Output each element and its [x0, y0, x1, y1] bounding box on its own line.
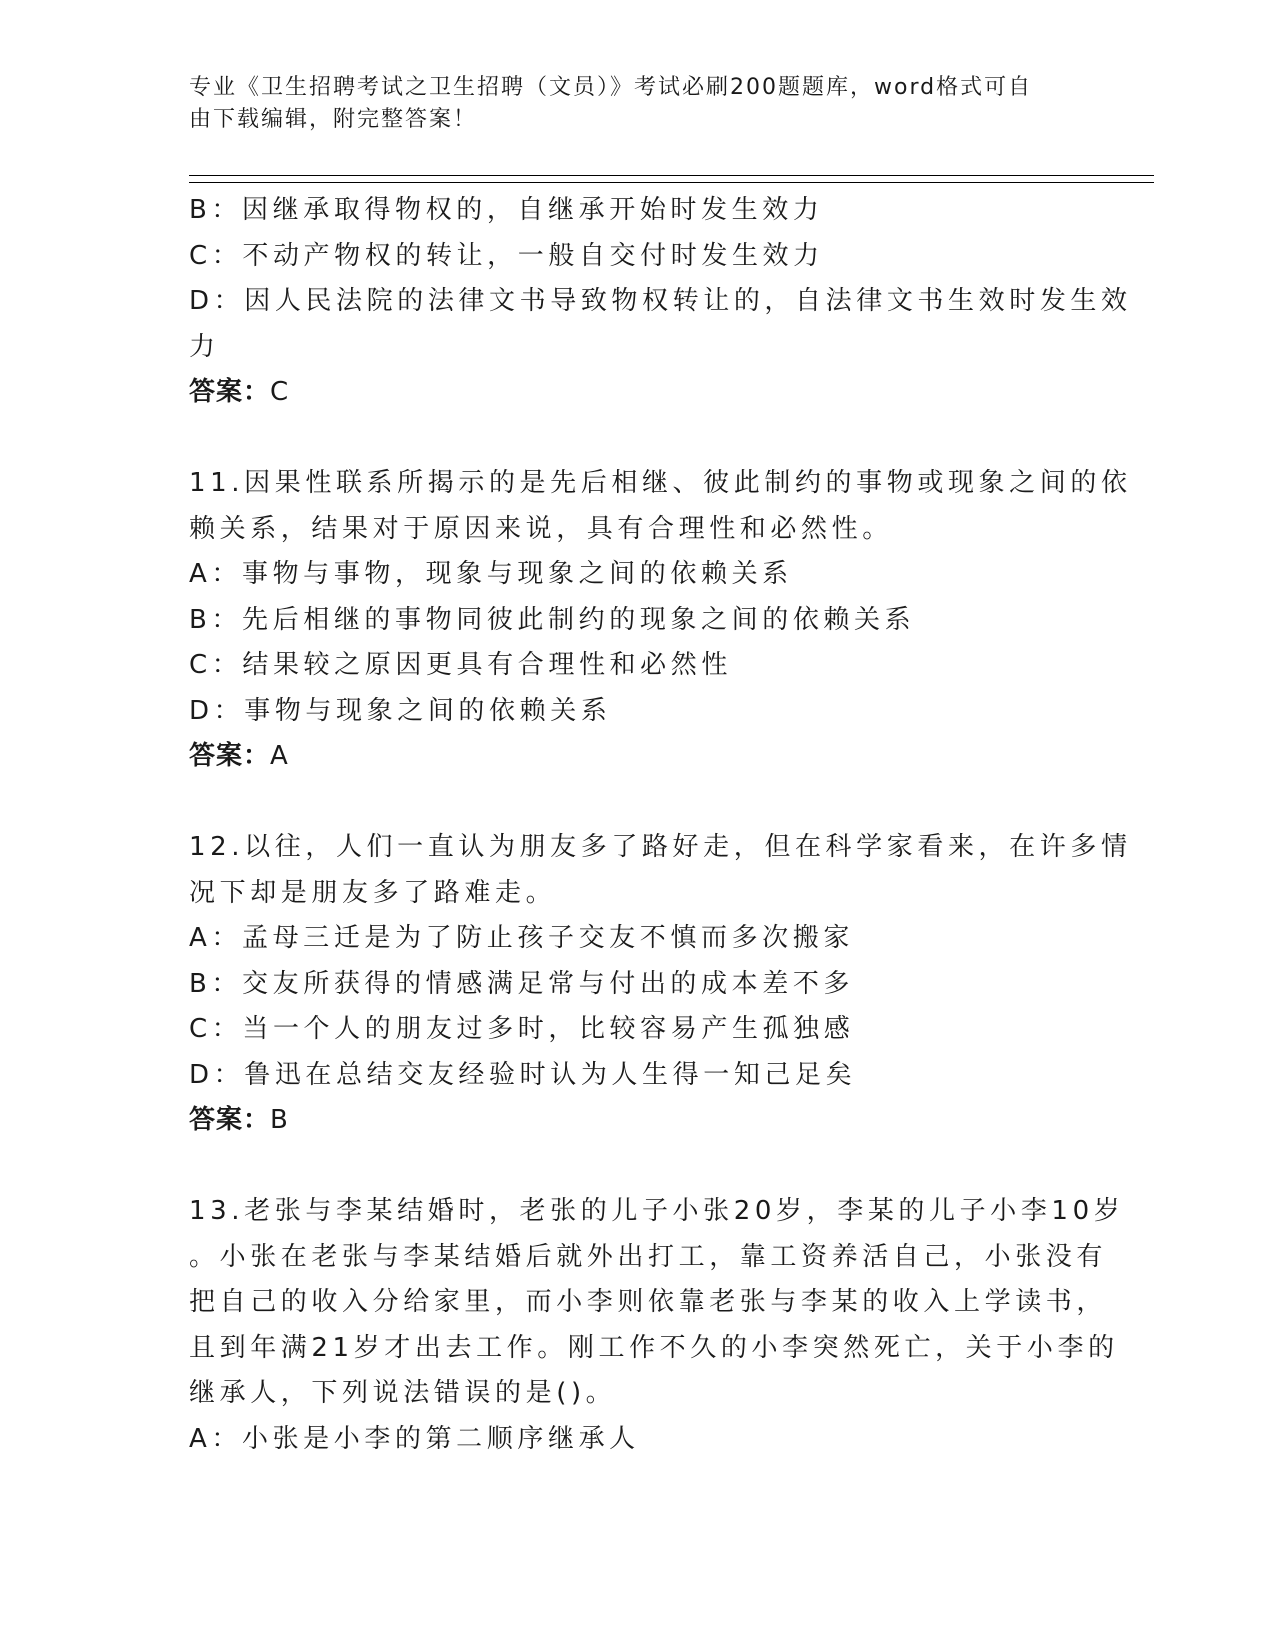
spacer: [189, 1144, 1069, 1190]
question-stem-continued: 继承人，下列说法错误的是()。: [189, 1378, 617, 1408]
answer-label: 答案：: [189, 741, 271, 771]
option-b: B：因继承取得物权的，自继承开始时发生效力: [189, 195, 824, 225]
option-d: D：事物与现象之间的依赖关系: [189, 695, 612, 726]
question-stem: 11.因果性联系所揭示的是先后相继、彼此制约的事物或现象之间的依: [189, 468, 1132, 498]
answer: [189, 370, 1069, 416]
option-c: C：结果较之原因更具有合理性和必然性: [189, 650, 732, 680]
answer-value: C: [270, 377, 290, 407]
question-stem: 13.老张与李某结婚时，老张的儿子小张20岁，李某的儿子小李10岁: [189, 1196, 1125, 1226]
option-d-continued: 力: [189, 331, 220, 362]
question-stem-continued: 把自己的收入分给家里，而小李则依靠老张与李某的收入上学读书，: [189, 1287, 1108, 1317]
option-c: C：不动产物权的转让，一般自交付时发生效力: [189, 240, 824, 271]
answer: [189, 1098, 1069, 1144]
option-d: D：因人民法院的法律文书导致物权转让的，自法律文书生效时发生效: [189, 286, 1132, 316]
header-rule-top: [189, 175, 1154, 176]
question-12: [189, 825, 1132, 1144]
spacer: [189, 780, 1069, 826]
question-stem-continued: 且到年满21岁才出去工作。刚工作不久的小李突然死亡，关于小李的: [189, 1332, 1119, 1363]
question-stem: 12.以往，人们一直认为朋友多了路好走，但在科学家看来，在许多情: [189, 832, 1132, 862]
answer-value: A: [270, 741, 289, 771]
question-13: [189, 1189, 1125, 1462]
option-b: B：先后相继的事物同彼此制约的现象之间的依赖关系: [189, 604, 916, 635]
option-b: B：交友所获得的情感满足常与付出的成本差不多: [189, 968, 855, 999]
document-body: [189, 188, 1132, 1462]
answer-label: 答案：: [189, 377, 271, 407]
option-a: A：孟母三迁是为了防止孩子交友不慎而多次搬家: [189, 923, 854, 953]
answer-label: 答案：: [189, 1105, 271, 1135]
option-a: A：事物与事物，现象与现象之间的依赖关系: [189, 559, 793, 589]
header-line-2: 由下载编辑，附完整答案！: [189, 107, 478, 132]
answer: [189, 734, 1069, 780]
question-11: [189, 461, 1132, 780]
spacer: [189, 416, 1069, 462]
question-10: [189, 188, 1132, 416]
question-stem-continued: 赖关系，结果对于原因来说，具有合理性和必然性。: [189, 513, 893, 544]
question-stem-continued: 况下却是朋友多了路难走。: [189, 877, 557, 908]
option-c: C：当一个人的朋友过多时，比较容易产生孤独感: [189, 1014, 855, 1044]
option-d: D：鲁迅在总结交友经验时认为人生得一知己足矣: [189, 1059, 857, 1090]
answer-value: B: [270, 1105, 289, 1135]
header-rule-bottom: [189, 182, 1154, 183]
document-header: [189, 72, 1069, 136]
header-line-1: 专业《卫生招聘考试之卫生招聘（文员）》考试必刷200题题库，word格式可自: [189, 75, 1033, 100]
question-stem-continued: 。小张在老张与李某结婚后就外出打工，靠工资养活自己，小张没有: [189, 1241, 1108, 1272]
option-a: A：小张是小李的第二顺序继承人: [189, 1423, 640, 1454]
